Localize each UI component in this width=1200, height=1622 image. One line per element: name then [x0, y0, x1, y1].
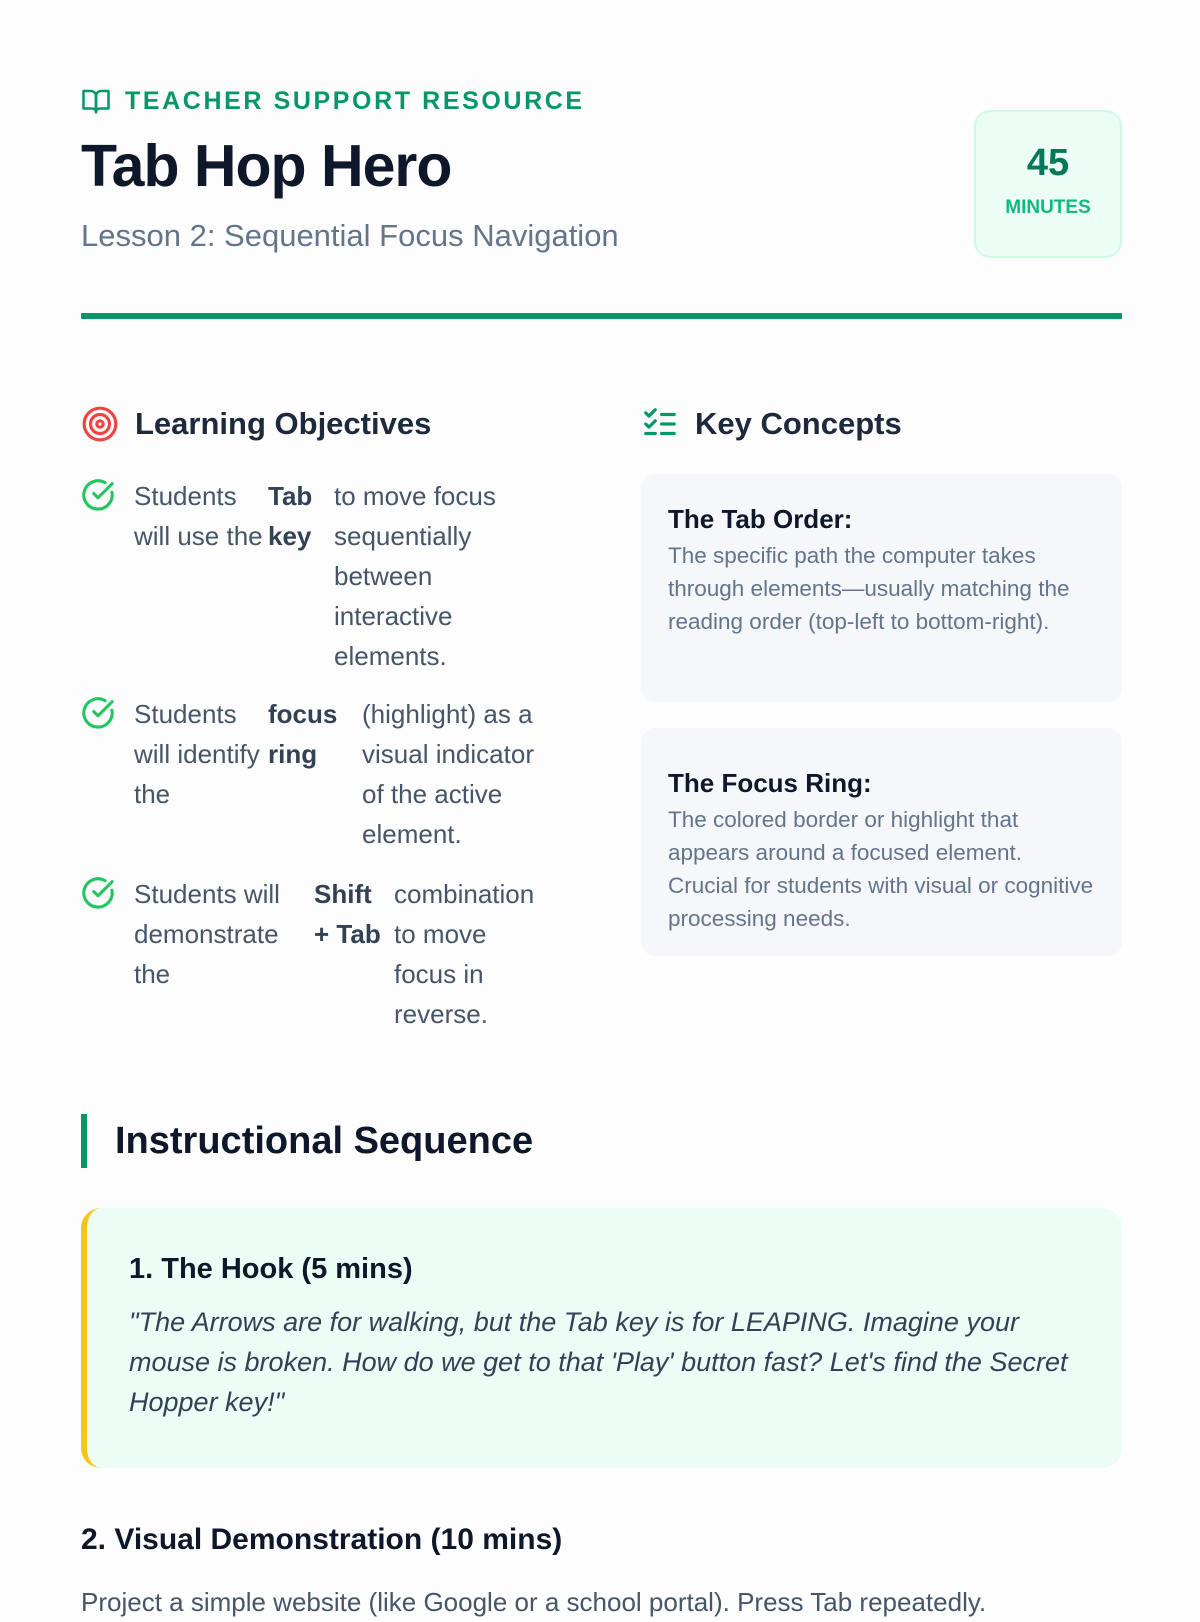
- check-circle-icon: [81, 876, 115, 910]
- step-quote: "The Arrows are for walking, but the Tab key is for LEAPING. Imagine your mouse is broken. How do we get to that 'Play' button fast? Let's find the Secret Hopper key!": [129, 1307, 1068, 1417]
- objective-detail: combination to move focus in reverse.: [394, 879, 535, 1029]
- check-circle-icon: [81, 478, 115, 512]
- objective-text: Students will use the: [134, 481, 263, 551]
- sequence-heading: Instructional Sequence: [115, 1119, 534, 1162]
- page-subtitle: Lesson 2: Sequential Focus Navigation: [81, 218, 619, 253]
- concepts-heading: Key Concepts: [695, 406, 902, 441]
- concepts-header: [641, 405, 902, 443]
- objective-detail: (highlight) as a visual indicator of the active element.: [362, 699, 534, 849]
- book-open-icon: [81, 86, 111, 116]
- objective-detail: to move focus sequentially between interactive elements.: [334, 481, 496, 671]
- duration-badge: [974, 110, 1122, 258]
- objective-text: Students will identify the: [134, 699, 260, 809]
- target-icon: [81, 405, 119, 443]
- step-text: Project a simple website (like Google or a school portal). Press Tab repeatedly.: [81, 1587, 987, 1617]
- objective-keyword: Tab key: [268, 481, 313, 551]
- section-accent-bar: [81, 1114, 87, 1168]
- objective-text: Students will demonstrate the: [134, 879, 280, 989]
- concept-term: The Focus Ring:: [668, 768, 872, 798]
- sequence-header: [81, 1114, 533, 1168]
- check-circle-icon: [81, 696, 115, 730]
- hook-card: [81, 1208, 1122, 1468]
- resource-eyebrow: [81, 86, 585, 116]
- concept-definition: The specific path the computer takes through elements—usually matching the reading order (top-left to bottom-right).: [668, 543, 1070, 634]
- duration-value: 45: [1026, 142, 1070, 184]
- duration-unit: MINUTES: [1005, 197, 1091, 218]
- page-title: Tab Hop Hero: [81, 133, 452, 199]
- objectives-heading: Learning Objectives: [135, 406, 432, 441]
- list-checks-icon: [641, 405, 679, 443]
- step-title: 1. The Hook (5 mins): [129, 1253, 413, 1285]
- concept-card: [641, 728, 1122, 956]
- lesson-plan-page: [81, 0, 1122, 1617]
- header-divider: [81, 313, 1122, 319]
- step-title: 2. Visual Demonstration (10 mins): [81, 1523, 563, 1556]
- concept-definition: The colored border or highlight that appears around a focused element. Crucial for students with visual or cognitive processing needs.: [668, 807, 1094, 931]
- concept-card: [641, 474, 1122, 702]
- objective-keyword: focus ring: [268, 699, 338, 769]
- objective-keyword: Shift + Tab: [314, 879, 381, 949]
- eyebrow-label: TEACHER SUPPORT RESOURCE: [125, 86, 585, 115]
- objectives-header: [81, 405, 431, 443]
- concept-term: The Tab Order:: [668, 504, 853, 534]
